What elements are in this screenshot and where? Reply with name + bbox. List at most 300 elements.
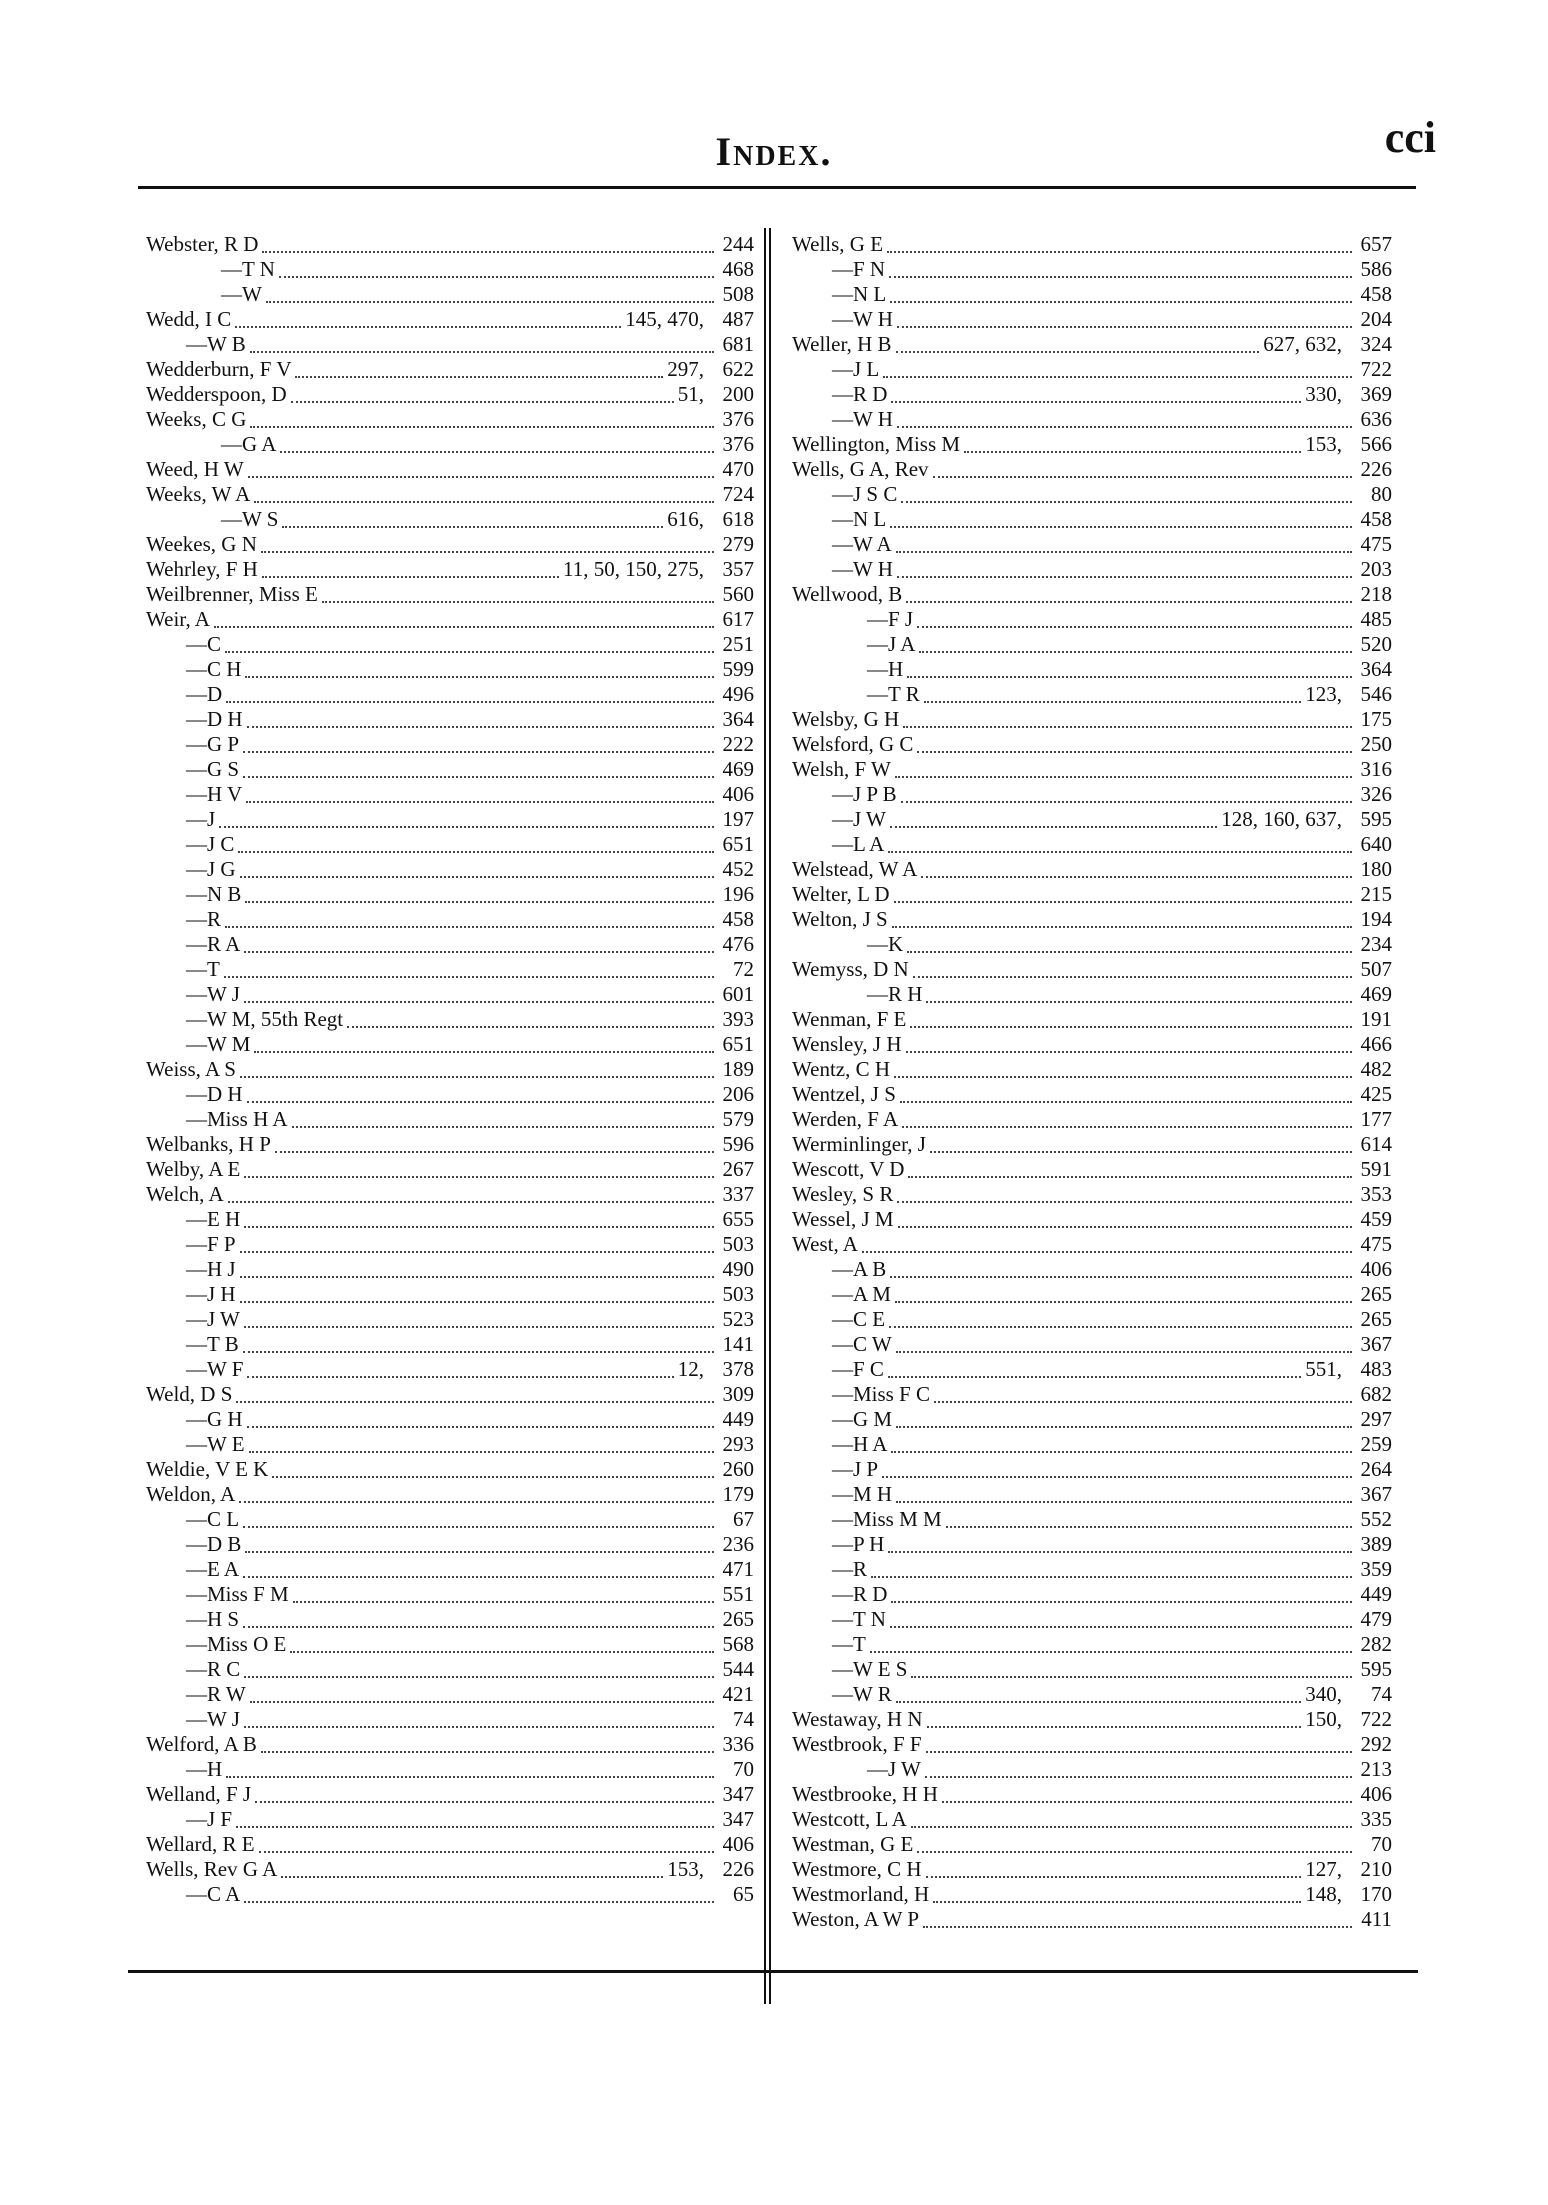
index-entry	[792, 832, 1392, 857]
dot-leader	[239, 1487, 714, 1503]
entry-page: 347	[722, 1782, 754, 1806]
entry-name: Wellard, R E	[146, 1832, 255, 1856]
entry-page: 357	[722, 557, 754, 581]
dot-leader	[917, 612, 1352, 628]
index-entry	[146, 432, 754, 457]
entry-name: Wedderspoon, D	[146, 382, 287, 406]
top-rule	[138, 186, 1416, 189]
entry-name: West, A	[792, 1232, 858, 1256]
entry-name: Weeks, W A	[146, 482, 251, 506]
dot-leader	[266, 287, 714, 303]
entry-page: 213	[1360, 1757, 1392, 1781]
index-entry	[146, 1332, 754, 1357]
entry-name: —G A	[221, 432, 277, 456]
dot-leader	[262, 237, 714, 253]
entry-page: 236	[722, 1532, 754, 1556]
dot-leader	[214, 612, 714, 628]
entry-name: —T B	[186, 1332, 239, 1356]
dot-leader	[240, 1237, 714, 1253]
dot-leader	[291, 387, 674, 403]
left-index-column	[146, 232, 754, 1962]
entry-page: 244	[722, 232, 754, 256]
entry-name: Wells, Rev G A	[146, 1857, 278, 1881]
index-entry	[146, 1282, 754, 1307]
entry-name: —T	[832, 1632, 866, 1656]
entry-page: 469	[722, 757, 754, 781]
dot-leader	[910, 1012, 1352, 1028]
entry-extra-pages: 340,	[1305, 1682, 1342, 1706]
entry-name: Weeks, C G	[146, 407, 247, 431]
entry-page: 458	[1360, 282, 1392, 306]
dot-leader	[226, 687, 714, 703]
entry-extra-pages: 153,	[667, 1857, 704, 1881]
index-entry	[146, 707, 754, 732]
entry-extra-pages: 627, 632,	[1263, 332, 1342, 356]
entry-page: 595	[1360, 807, 1392, 831]
entry-name: —K	[867, 932, 904, 956]
index-entry	[146, 532, 754, 557]
dot-leader	[889, 1312, 1352, 1328]
index-entry	[146, 1707, 754, 1732]
entry-page: 180	[1360, 857, 1392, 881]
entry-page: 722	[1360, 1707, 1392, 1731]
entry-page: 189	[722, 1057, 754, 1081]
entry-page: 170	[1360, 1882, 1392, 1906]
dot-leader	[249, 1437, 714, 1453]
entry-page: 617	[722, 607, 754, 631]
entry-name: —W B	[186, 332, 246, 356]
entry-name: —R	[832, 1557, 868, 1581]
index-entry	[146, 1207, 754, 1232]
dot-leader	[895, 1287, 1352, 1303]
dot-leader	[908, 1162, 1352, 1178]
entry-name: —J A	[867, 632, 916, 656]
index-entry	[146, 282, 754, 307]
dot-leader	[244, 1662, 714, 1678]
index-entry	[146, 757, 754, 782]
dot-leader	[246, 787, 714, 803]
dot-leader	[240, 1287, 714, 1303]
entry-page: 210	[1360, 1857, 1392, 1881]
entry-name: —T R	[867, 682, 920, 706]
index-entry	[146, 782, 754, 807]
dot-leader	[236, 1387, 714, 1403]
entry-page: 203	[1360, 557, 1392, 581]
dot-leader	[245, 662, 714, 678]
page-title: Index.	[715, 129, 833, 174]
entry-name: —D B	[186, 1532, 242, 1556]
entry-page: 469	[1360, 982, 1392, 1006]
index-entry	[146, 1432, 754, 1457]
entry-page: 259	[1360, 1432, 1392, 1456]
dot-leader	[243, 762, 714, 778]
index-entry	[792, 257, 1392, 282]
entry-page: 282	[1360, 1632, 1392, 1656]
entry-page: 411	[1361, 1907, 1392, 1931]
dot-leader	[243, 1337, 714, 1353]
dot-leader	[280, 437, 714, 453]
entry-name: —W H	[832, 407, 893, 431]
index-entry	[146, 1132, 754, 1157]
index-entry	[792, 332, 1392, 357]
index-entry	[792, 1657, 1392, 1682]
dot-leader	[924, 687, 1302, 703]
index-entry	[792, 407, 1392, 432]
dot-leader	[243, 737, 714, 753]
entry-page: 475	[1360, 532, 1392, 556]
entry-name: —G M	[832, 1407, 893, 1431]
entry-name: —Miss H A	[186, 1107, 288, 1131]
index-entry	[146, 1682, 754, 1707]
dot-leader	[896, 1337, 1352, 1353]
dot-leader	[891, 1437, 1352, 1453]
entry-page: 618	[722, 507, 754, 531]
entry-name: —C H	[186, 657, 242, 681]
dot-leader	[244, 1887, 714, 1903]
entry-name: —W H	[832, 307, 893, 331]
entry-name: Wescott, V D	[792, 1157, 905, 1181]
entry-name: Welby, A E	[146, 1157, 241, 1181]
index-entry	[146, 1782, 754, 1807]
entry-name: Westbrook, F F	[792, 1732, 922, 1756]
index-entry	[792, 932, 1392, 957]
bottom-rule	[128, 1970, 1418, 1973]
entry-name: —J L	[832, 357, 880, 381]
entry-page: 80	[1371, 482, 1392, 506]
entry-extra-pages: 551,	[1305, 1357, 1342, 1381]
dot-leader	[891, 1587, 1352, 1603]
entry-page: 364	[1360, 657, 1392, 681]
entry-page: 560	[722, 582, 754, 606]
entry-name: Westbrooke, H H	[792, 1782, 938, 1806]
entry-name: —H	[867, 657, 904, 681]
entry-page: 487	[722, 307, 754, 331]
dot-leader	[888, 1537, 1352, 1553]
entry-page: 226	[1360, 457, 1392, 481]
dot-leader	[907, 662, 1352, 678]
entry-page: 482	[1360, 1057, 1392, 1081]
dot-leader	[247, 1362, 673, 1378]
entry-name: —F N	[832, 257, 886, 281]
entry-page: 67	[733, 1507, 754, 1531]
dot-leader	[895, 762, 1352, 778]
entry-name: Welstead, W A	[792, 857, 918, 881]
index-entry	[146, 982, 754, 1007]
index-entry	[792, 1257, 1392, 1282]
dot-leader	[282, 512, 663, 528]
entry-name: Wessel, J M	[792, 1207, 894, 1231]
index-entry	[792, 1132, 1392, 1157]
entry-page: 218	[1360, 582, 1392, 606]
index-entry	[792, 1407, 1392, 1432]
index-entry	[146, 882, 754, 907]
index-entry	[146, 1082, 754, 1107]
entry-name: —A B	[832, 1257, 887, 1281]
dot-leader	[275, 1137, 714, 1153]
entry-name: —F P	[186, 1232, 236, 1256]
index-entry	[792, 1032, 1392, 1057]
entry-name: Weston, A W P	[792, 1907, 920, 1931]
entry-page: 367	[1360, 1332, 1392, 1356]
dot-leader	[259, 1837, 714, 1853]
index-entry	[792, 1632, 1392, 1657]
index-entry	[792, 1182, 1392, 1207]
entry-extra-pages: 128, 160, 637,	[1221, 807, 1342, 831]
entry-name: —W	[221, 282, 262, 306]
entry-extra-pages: 616,	[667, 507, 704, 531]
dot-leader	[934, 1387, 1352, 1403]
entry-extra-pages: 12,	[677, 1357, 704, 1381]
entry-page: 449	[722, 1407, 754, 1431]
entry-name: —R W	[186, 1682, 246, 1706]
entry-page: 389	[1360, 1532, 1392, 1556]
entry-page: 222	[722, 732, 754, 756]
entry-name: Westman, G E	[792, 1832, 914, 1856]
index-entry	[792, 1282, 1392, 1307]
entry-page: 503	[722, 1232, 754, 1256]
index-entry	[146, 657, 754, 682]
dot-leader	[890, 812, 1217, 828]
index-entry	[792, 432, 1392, 457]
entry-page: 215	[1360, 882, 1392, 906]
index-entry	[792, 1082, 1392, 1107]
dot-leader	[926, 1737, 1352, 1753]
entry-page: 265	[1360, 1282, 1392, 1306]
dot-leader	[871, 1562, 1352, 1578]
entry-page: 65	[733, 1882, 754, 1906]
index-entry	[146, 1532, 754, 1557]
entry-name: —D H	[186, 707, 243, 731]
index-entry	[792, 1757, 1392, 1782]
entry-page: 599	[722, 657, 754, 681]
entry-extra-pages: 127,	[1305, 1857, 1342, 1881]
entry-page: 251	[722, 632, 754, 656]
entry-page: 364	[722, 707, 754, 731]
index-entry	[146, 1732, 754, 1757]
index-entry	[792, 1882, 1392, 1907]
entry-name: —F C	[832, 1357, 884, 1381]
entry-page: 234	[1360, 932, 1392, 956]
entry-page: 369	[1360, 382, 1392, 406]
entry-name: —J P	[832, 1457, 879, 1481]
dot-leader	[889, 262, 1352, 278]
index-entry	[146, 1007, 754, 1032]
entry-name: —G S	[186, 757, 240, 781]
entry-page: 425	[1360, 1082, 1392, 1106]
entry-page: 279	[722, 532, 754, 556]
entry-page: 316	[1360, 757, 1392, 781]
dot-leader	[245, 887, 714, 903]
entry-page: 470	[722, 457, 754, 481]
entry-name: Welbanks, H P	[146, 1132, 271, 1156]
index-entry	[792, 1057, 1392, 1082]
entry-name: —N L	[832, 282, 887, 306]
dot-leader	[250, 337, 714, 353]
entry-page: 177	[1360, 1107, 1392, 1131]
entry-name: Wedd, I C	[146, 307, 232, 331]
index-entry	[792, 907, 1392, 932]
entry-page: 724	[722, 482, 754, 506]
entry-page: 376	[722, 407, 754, 431]
entry-page: 204	[1360, 307, 1392, 331]
index-entry	[146, 357, 754, 382]
dot-leader	[896, 537, 1352, 553]
entry-page: 655	[722, 1207, 754, 1231]
entry-name: Wentz, C H	[792, 1057, 891, 1081]
entry-page: 226	[722, 1857, 754, 1881]
entry-extra-pages: 11, 50, 150, 275,	[563, 557, 704, 581]
entry-page: 468	[722, 257, 754, 281]
index-entry	[146, 1582, 754, 1607]
dot-leader	[894, 887, 1352, 903]
entry-page: 406	[722, 1832, 754, 1856]
entry-page: 74	[733, 1707, 754, 1731]
entry-page: 452	[722, 857, 754, 881]
dot-leader	[911, 1662, 1352, 1678]
dot-leader	[903, 712, 1352, 728]
entry-page: 353	[1360, 1182, 1392, 1206]
dot-leader	[894, 1062, 1352, 1078]
entry-name: —J G	[186, 857, 236, 881]
index-entry	[792, 1532, 1392, 1557]
entry-name: —C	[186, 632, 222, 656]
entry-name: —R C	[186, 1657, 241, 1681]
index-entry	[792, 782, 1392, 807]
entry-name: —J S C	[832, 482, 898, 506]
entry-name: —T	[186, 957, 220, 981]
entry-name: —F J	[867, 607, 914, 631]
entry-name: Welsby, G H	[792, 707, 900, 731]
dot-leader	[926, 987, 1352, 1003]
index-entry	[792, 857, 1392, 882]
dot-leader	[245, 1537, 714, 1553]
index-entry	[146, 1057, 754, 1082]
entry-name: Wenman, F E	[792, 1007, 907, 1031]
entry-page: 309	[722, 1382, 754, 1406]
index-entry	[146, 632, 754, 657]
index-entry	[146, 732, 754, 757]
index-entry	[792, 757, 1392, 782]
entry-extra-pages: 148,	[1305, 1882, 1342, 1906]
entry-name: —R D	[832, 1582, 888, 1606]
index-entry	[792, 1607, 1392, 1632]
entry-page: 681	[722, 332, 754, 356]
entry-page: 74	[1371, 1682, 1392, 1706]
entry-name: —D H	[186, 1082, 243, 1106]
dot-leader	[322, 587, 714, 603]
dot-leader	[281, 1862, 663, 1878]
entry-name: Welford, A B	[146, 1732, 257, 1756]
entry-page: 70	[1371, 1832, 1392, 1856]
entry-name: —C E	[832, 1307, 886, 1331]
index-entry	[146, 1832, 754, 1857]
entry-page: 406	[1360, 1257, 1392, 1281]
entry-name: —W M, 55th Regt	[186, 1007, 344, 1031]
entry-page: 476	[722, 932, 754, 956]
entry-page: 651	[722, 1032, 754, 1056]
index-entry	[792, 1807, 1392, 1832]
entry-extra-pages: 297,	[667, 357, 704, 381]
entry-name: —H S	[186, 1607, 240, 1631]
entry-name: Wedderburn, F V	[146, 357, 292, 381]
dot-leader	[906, 587, 1352, 603]
index-entry	[792, 507, 1392, 532]
entry-page: 596	[722, 1132, 754, 1156]
entry-page: 293	[722, 1432, 754, 1456]
entry-page: 471	[722, 1557, 754, 1581]
index-entry	[792, 607, 1392, 632]
entry-page: 70	[733, 1757, 754, 1781]
entry-page: 682	[1360, 1382, 1392, 1406]
entry-page: 490	[722, 1257, 754, 1281]
entry-name: —H	[186, 1757, 223, 1781]
dot-leader	[244, 1162, 714, 1178]
entry-extra-pages: 123,	[1305, 682, 1342, 706]
entry-page: 326	[1360, 782, 1392, 806]
entry-name: Wesley, S R	[792, 1182, 894, 1206]
dot-leader	[926, 1862, 1302, 1878]
dot-leader	[933, 1887, 1301, 1903]
entry-name: —J F	[186, 1807, 233, 1831]
entry-name: Wehrley, F H	[146, 557, 258, 581]
entry-name: —G P	[186, 732, 240, 756]
dot-leader	[224, 962, 714, 978]
index-entry	[792, 807, 1392, 832]
entry-page: 367	[1360, 1482, 1392, 1506]
dot-leader	[888, 1362, 1301, 1378]
entry-name: Weir, A	[146, 607, 210, 631]
entry-page: 191	[1360, 1007, 1392, 1031]
index-entry	[792, 1557, 1392, 1582]
entry-page: 601	[722, 982, 754, 1006]
dot-leader	[225, 912, 714, 928]
entry-name: Weldie, V E K	[146, 1457, 269, 1481]
dot-leader	[901, 787, 1352, 803]
index-entry	[792, 532, 1392, 557]
dot-leader	[925, 1762, 1352, 1778]
index-entry	[792, 1507, 1392, 1532]
entry-name: —P H	[832, 1532, 885, 1556]
dot-leader	[262, 562, 559, 578]
dot-leader	[292, 1112, 714, 1128]
entry-page: 459	[1360, 1207, 1392, 1231]
dot-leader	[261, 1737, 714, 1753]
index-entry	[792, 882, 1392, 907]
entry-page: 722	[1360, 357, 1392, 381]
dot-leader	[240, 1262, 714, 1278]
entry-name: —W A	[832, 532, 892, 556]
index-entry	[792, 1432, 1392, 1457]
dot-leader	[240, 1062, 714, 1078]
dot-leader	[225, 637, 714, 653]
index-entry	[792, 1732, 1392, 1757]
entry-name: —W R	[832, 1682, 892, 1706]
dot-leader	[247, 1087, 714, 1103]
entry-name: —J W	[867, 1757, 921, 1781]
entry-name: —R A	[186, 932, 241, 956]
dot-leader	[290, 1637, 714, 1653]
dot-leader	[870, 1637, 1352, 1653]
index-entry	[146, 932, 754, 957]
index-entry	[146, 1607, 754, 1632]
index-entry	[792, 457, 1392, 482]
entry-name: —J	[186, 807, 216, 831]
index-entry	[146, 407, 754, 432]
entry-page: 393	[722, 1007, 754, 1031]
entry-name: —J H	[186, 1282, 236, 1306]
index-entry	[792, 1157, 1392, 1182]
index-entry	[792, 232, 1392, 257]
